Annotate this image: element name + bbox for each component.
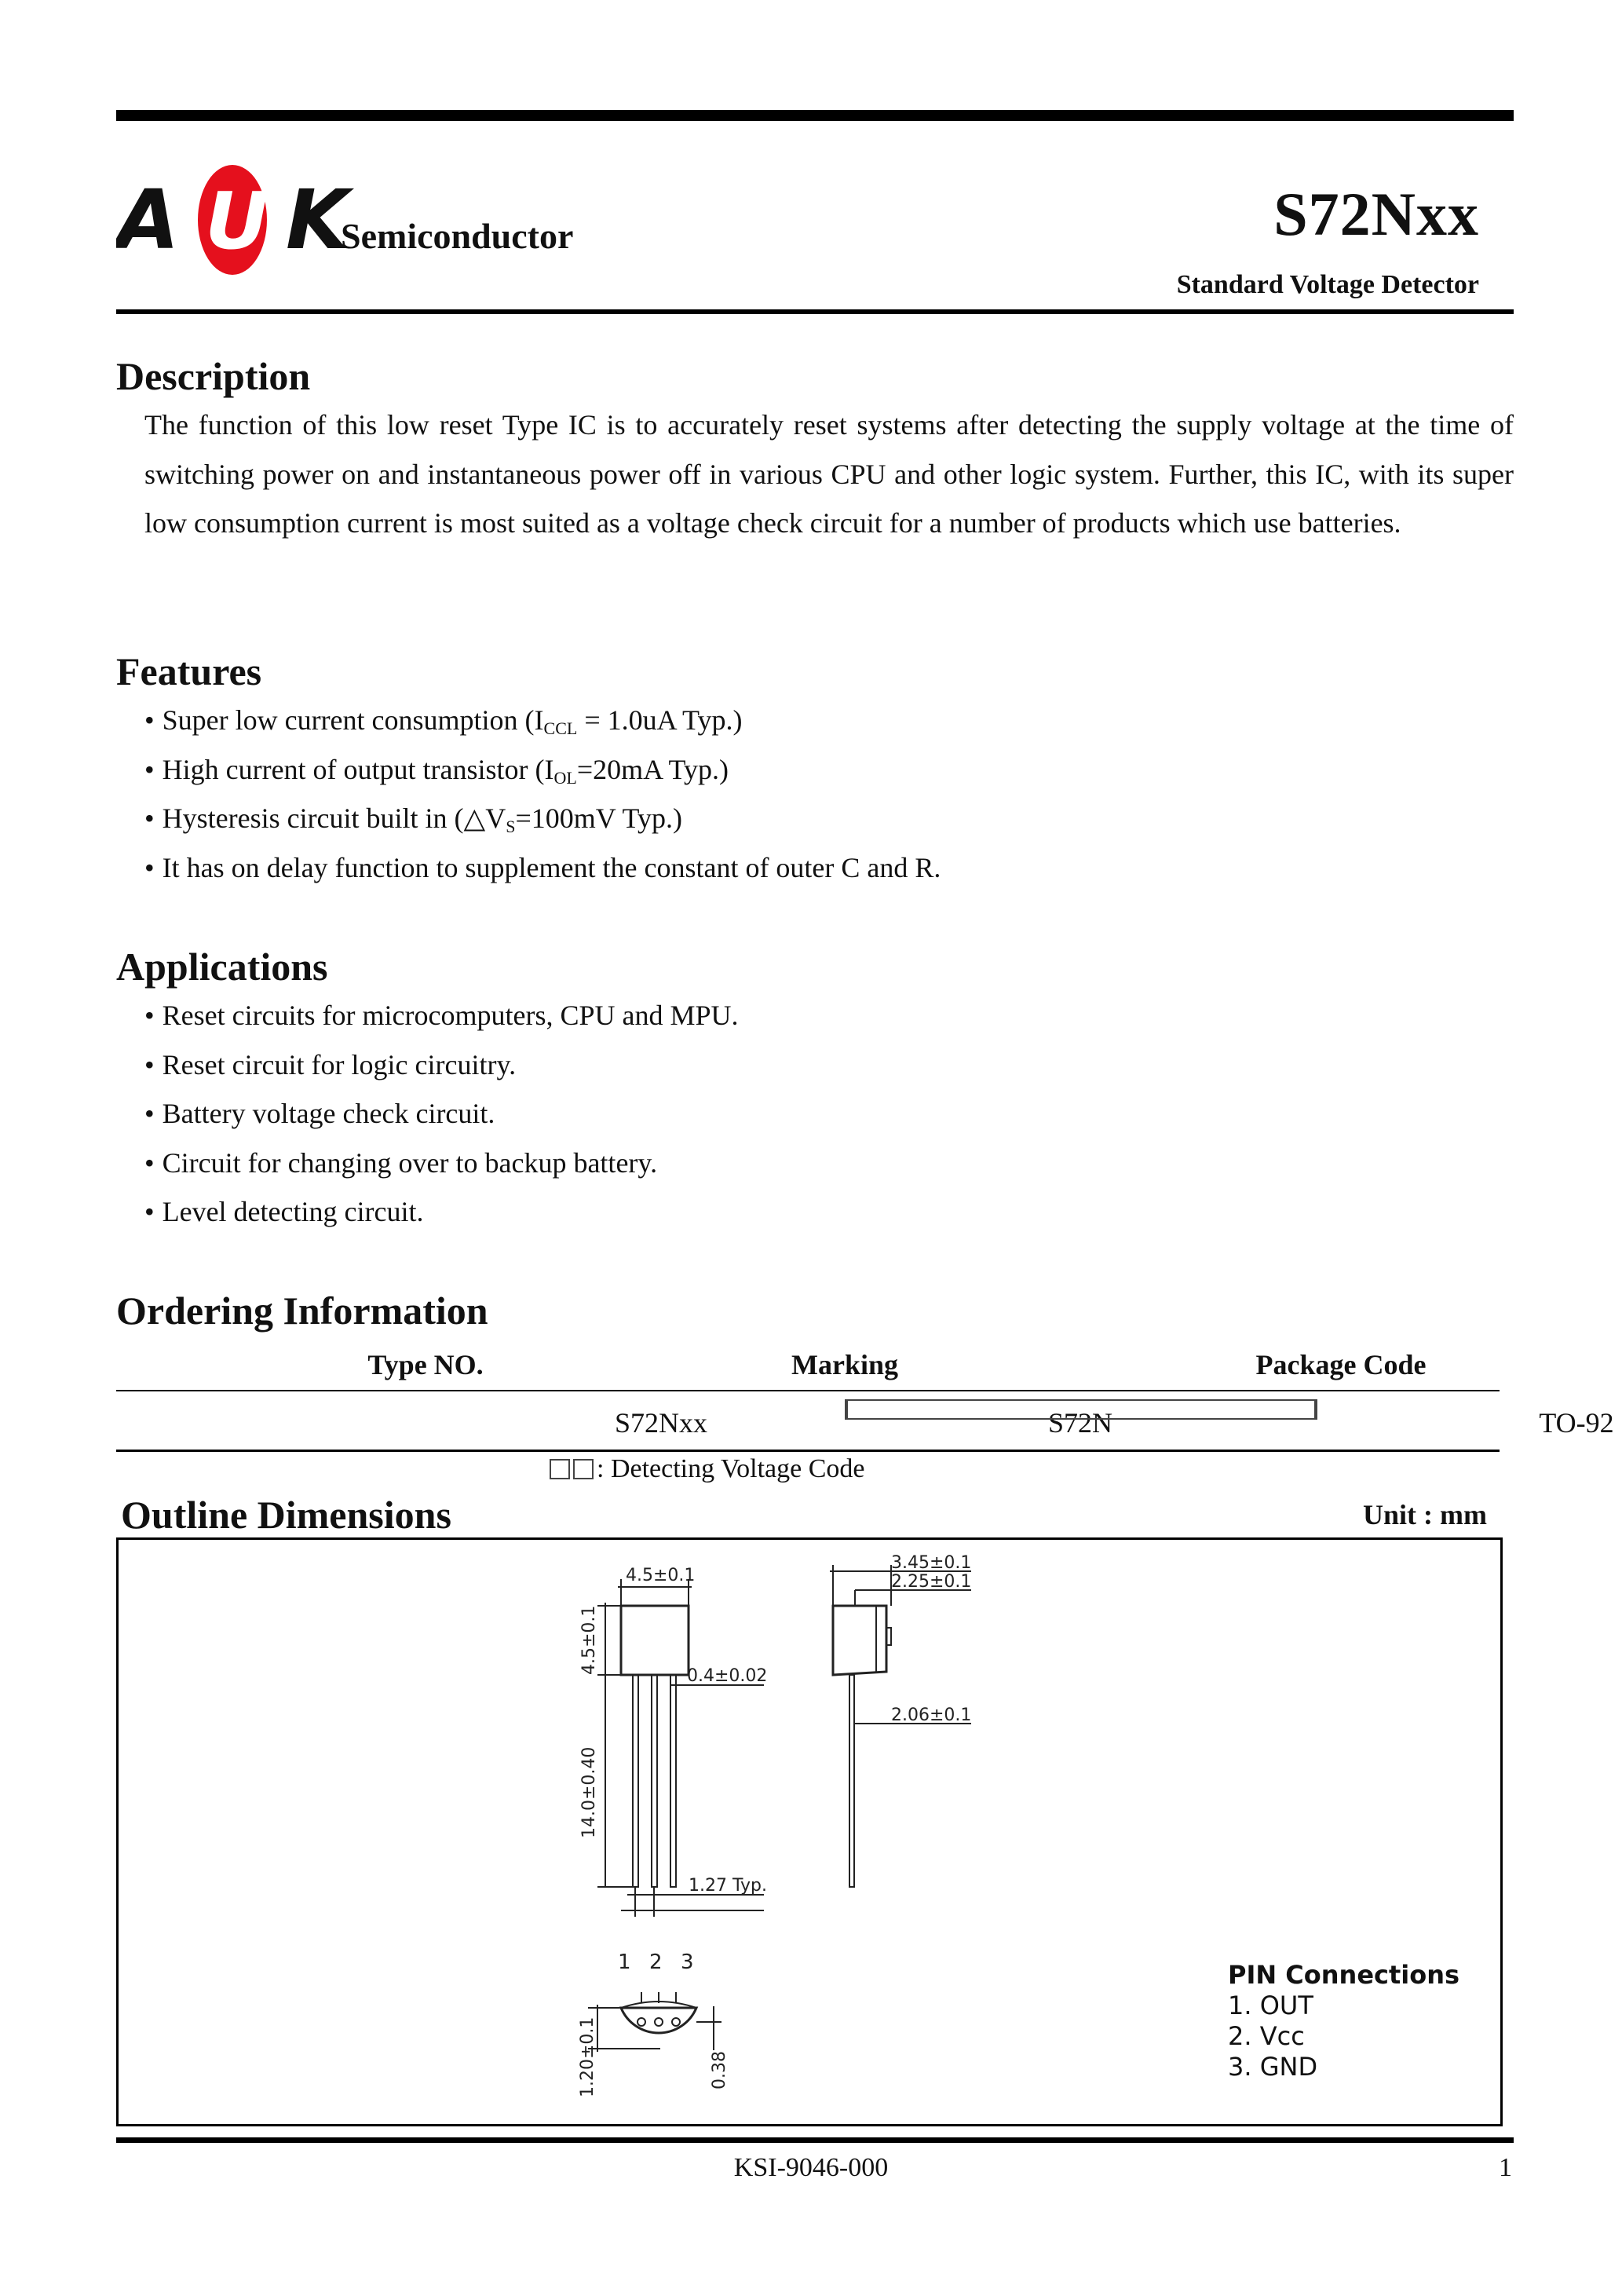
document-title: S72Nxx (1273, 180, 1479, 248)
col-marking: Marking (791, 1349, 898, 1380)
page-number: 1 (1499, 2153, 1512, 2182)
col-type: Type NO. (367, 1349, 484, 1380)
side-lead (849, 1675, 854, 1887)
front-body (621, 1606, 689, 1675)
document-subtitle: Standard Voltage Detector (1176, 270, 1479, 299)
applications-list (144, 991, 739, 1237)
pin-connections-heading: PIN Connections (1228, 1960, 1460, 1990)
ordering-heading: Ordering Information (116, 1289, 488, 1333)
application-item: • Battery voltage check circuit. (144, 1098, 495, 1129)
application-item: • Reset circuits for microcomputers, CPU and MPU. (144, 1000, 739, 1031)
feature-item: • Hysteresis circuit built in ($\triangle V_S=100mV$ Typ.) (144, 803, 682, 836)
side-body (833, 1606, 886, 1675)
application-item: • Circuit for changing over to backup battery. (144, 1146, 658, 1179)
dim-body-height: 4.5±0.1 (579, 1605, 599, 1675)
bottom-body (621, 2008, 696, 2033)
applications-heading: Applications (116, 945, 328, 989)
pin-connections (1228, 1960, 1459, 2082)
description-text: The function of this low reset Type IC is to accurately reset systems after detecting the supply voltage at the time of switching power on and instantaneous power off in various CPU and other logic system. Further, this IC, with its super low consumption current is most suited as a voltage check circuit for a number of products which use batteries. (144, 409, 1514, 539)
description-heading: Description (116, 354, 311, 398)
pin-item: 3. GND (1228, 2052, 1318, 2082)
logo-letter-a: A (116, 172, 180, 268)
placeholder-box (573, 1459, 594, 1479)
lead-3 (670, 1675, 676, 1887)
ordering-table-header (116, 1341, 1500, 1388)
pin-number-3: 3 (681, 1951, 694, 1974)
document-code: KSI-9046-000 (733, 2153, 889, 2182)
lead-1 (633, 1675, 638, 1887)
pin-number-1: 1 (618, 1951, 631, 1974)
feature-item: • High current of output transistor ($I_{OL}=20mA$ Typ.) (144, 753, 729, 788)
table-row: S72Nxx S72N TO-92 (116, 1399, 1500, 1446)
dim-pitch: 1.27 Typ. (689, 1876, 767, 1896)
application-item: • Level detecting circuit. (144, 1196, 424, 1227)
feature-item: • It has on delay function to supplement the constant of outer C and R. (144, 851, 941, 883)
dim-lead-width: 0.4±0.02 (687, 1666, 768, 1686)
dim-side-lead: 2.06±0.1 (891, 1706, 972, 1725)
feature-item: • Super low current consumption ($I_{CCL} = 1.0uA$ Typ.) (144, 704, 743, 738)
features-list (144, 696, 941, 892)
pin-item: 1. OUT (1228, 1991, 1313, 2020)
application-item: • Reset circuit for logic circuitry. (144, 1048, 517, 1080)
header-rule (116, 309, 1514, 314)
dim-lead-length: 14.0±0.40 (579, 1746, 599, 1838)
placeholder-box (845, 1399, 1316, 1420)
dim-bottom-offset: 0.38 (710, 2051, 729, 2089)
unit-label: Unit : mm (1363, 1499, 1487, 1530)
dim-side-body: 2.25±0.1 (891, 1572, 972, 1592)
placeholder-box (550, 1459, 570, 1479)
dim-bottom-height: 1.20±0.1 (578, 2016, 597, 2097)
lead-2 (652, 1675, 657, 1887)
dim-side-total: 3.45±0.1 (891, 1553, 972, 1573)
logo-letter-k: K (286, 172, 349, 268)
table-bottom-rule (116, 1450, 1500, 1452)
logo-letter-u: U (205, 175, 269, 267)
pin-number-2: 2 (649, 1951, 663, 1974)
table-divider (116, 1390, 1500, 1391)
footer-rule (116, 2137, 1514, 2143)
logo-word: Semiconductor (341, 216, 574, 256)
auk-logo (116, 155, 627, 281)
top-rule (116, 110, 1514, 121)
col-package: Package Code (1255, 1349, 1427, 1380)
dim-body-width: 4.5±0.1 (626, 1566, 696, 1585)
outline-heading: Outline Dimensions (121, 1493, 451, 1537)
marking-note: : Detecting Voltage Code (550, 1454, 865, 1484)
pin-item: 2. Vcc (1228, 2021, 1305, 2051)
features-heading: Features (116, 649, 262, 693)
